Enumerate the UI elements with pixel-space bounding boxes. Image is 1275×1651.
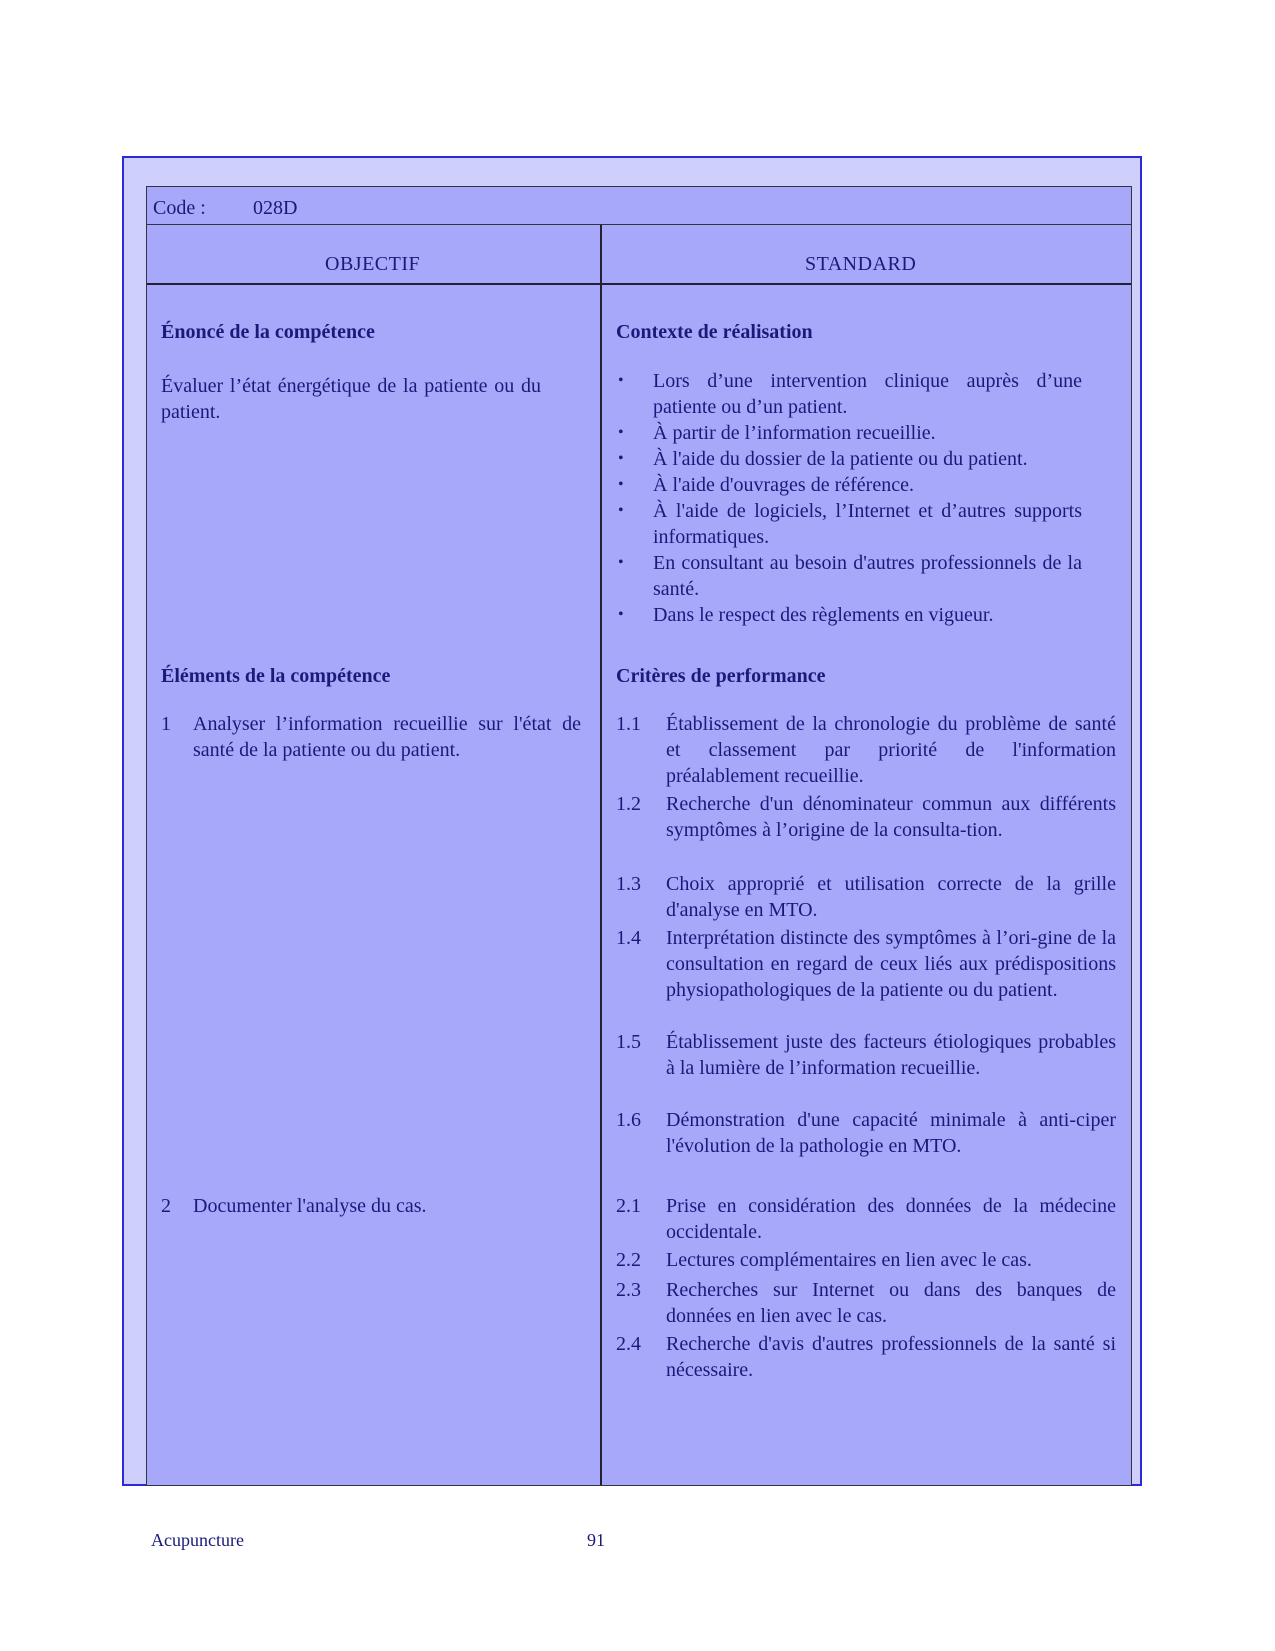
header-row bbox=[147, 225, 1131, 285]
header-standard: STANDARD bbox=[805, 253, 917, 275]
critere-number: 1.6 bbox=[616, 1109, 641, 1131]
element-text: Documenter l'analyse du cas. bbox=[193, 1195, 427, 1217]
code-value: 028D bbox=[253, 197, 298, 219]
contexte-list bbox=[616, 368, 1082, 628]
page-number: 91 bbox=[587, 1530, 605, 1550]
critere-number: 2.3 bbox=[616, 1279, 641, 1301]
critere-number: 1.3 bbox=[616, 873, 641, 895]
critere-number: 2.4 bbox=[616, 1333, 641, 1355]
list-item: • Lors d’une intervention clinique auprès d’une patiente ou d’un patient. bbox=[618, 370, 1082, 418]
critere-item bbox=[616, 1277, 1116, 1329]
list-item: • À l'aide du dossier de la patiente ou du patient. bbox=[618, 448, 1028, 470]
bullet-icon: • bbox=[618, 476, 624, 493]
bullet-icon: • bbox=[618, 502, 624, 519]
list-item: • En consultant au besoin d'autres professionnels de la santé. bbox=[618, 552, 1082, 600]
bullet-icon: • bbox=[618, 450, 624, 467]
critere-number: 1.1 bbox=[616, 713, 641, 735]
competence-table bbox=[146, 186, 1132, 1486]
contexte-title: Contexte de réalisation bbox=[616, 321, 813, 343]
critere-item bbox=[616, 871, 1116, 923]
code-row bbox=[147, 187, 1131, 225]
enonce-text: Évaluer l’état énergétique de la patiente ou du patient. bbox=[161, 375, 541, 423]
critere-text: Choix approprié et utilisation correcte de la grille d'analyse en MTO. bbox=[666, 873, 1116, 921]
list-item: • À l'aide de logiciels, l’Internet et d’autres supports informatiques. bbox=[618, 500, 1082, 548]
critere-item bbox=[616, 1193, 1116, 1245]
list-item: • Dans le respect des règlements en vigueur. bbox=[618, 604, 994, 626]
critere-text: Démonstration d'une capacité minimale à anti-ciper l'évolution de la pathologie en MTO. bbox=[666, 1109, 1116, 1157]
element-item bbox=[161, 711, 581, 763]
critere-number: 1.2 bbox=[616, 793, 641, 815]
list-item: • À partir de l’information recueillie. bbox=[618, 422, 936, 444]
element-number: 1 bbox=[161, 713, 171, 735]
critere-text: Établissement juste des facteurs étiologiques probables à la lumière de l’information recueillie. bbox=[666, 1031, 1116, 1079]
footer-title: Acupuncture bbox=[151, 1530, 244, 1550]
critere-text: Recherches sur Internet ou dans des banques de données en lien avec le cas. bbox=[666, 1279, 1116, 1327]
element-item bbox=[161, 1193, 581, 1219]
critere-item bbox=[616, 1107, 1116, 1159]
critere-item bbox=[616, 1029, 1116, 1081]
element-number: 2 bbox=[161, 1195, 171, 1217]
critere-number: 2.1 bbox=[616, 1195, 641, 1217]
element-text: Analyser l’information recueillie sur l'état de santé de la patiente ou du patient. bbox=[193, 713, 581, 761]
elements-title: Éléments de la compétence bbox=[161, 665, 391, 687]
bullet-icon: • bbox=[618, 606, 624, 623]
critere-text: Établissement de la chronologie du problème de santé et classement par priorité de l'information préalablement recueillie. bbox=[666, 713, 1116, 787]
criteres-title: Critères de performance bbox=[616, 665, 826, 687]
list-item: • À l'aide d'ouvrages de référence. bbox=[618, 474, 914, 496]
critere-item bbox=[616, 711, 1116, 789]
critere-item bbox=[616, 791, 1116, 843]
bullet-icon: • bbox=[618, 554, 624, 571]
critere-text: Prise en considération des données de la médecine occidentale. bbox=[666, 1195, 1116, 1243]
critere-text: Interprétation distincte des symptômes à l’ori-gine de la consultation en regard de ceux liés aux prédispositions physiopathologiques de la patiente ou du patient. bbox=[666, 927, 1116, 1001]
critere-item bbox=[616, 1331, 1116, 1383]
critere-text: Lectures complémentaires en lien avec le cas. bbox=[666, 1249, 1032, 1271]
bullet-icon: • bbox=[618, 372, 624, 389]
code-label: Code : bbox=[153, 197, 206, 219]
critere-number: 1.5 bbox=[616, 1031, 641, 1053]
critere-number: 2.2 bbox=[616, 1249, 641, 1271]
critere-text: Recherche d'avis d'autres professionnels de la santé si nécessaire. bbox=[666, 1333, 1116, 1381]
critere-text: Recherche d'un dénominateur commun aux différents symptômes à l’origine de la consulta-tion. bbox=[666, 793, 1116, 841]
critere-item bbox=[616, 1247, 1116, 1273]
critere-item bbox=[616, 925, 1116, 1003]
critere-number: 1.4 bbox=[616, 927, 641, 949]
column-divider bbox=[600, 225, 602, 1485]
header-objectif: OBJECTIF bbox=[325, 253, 421, 275]
enonce-title: Énoncé de la compétence bbox=[161, 321, 375, 343]
bullet-icon: • bbox=[618, 424, 624, 441]
